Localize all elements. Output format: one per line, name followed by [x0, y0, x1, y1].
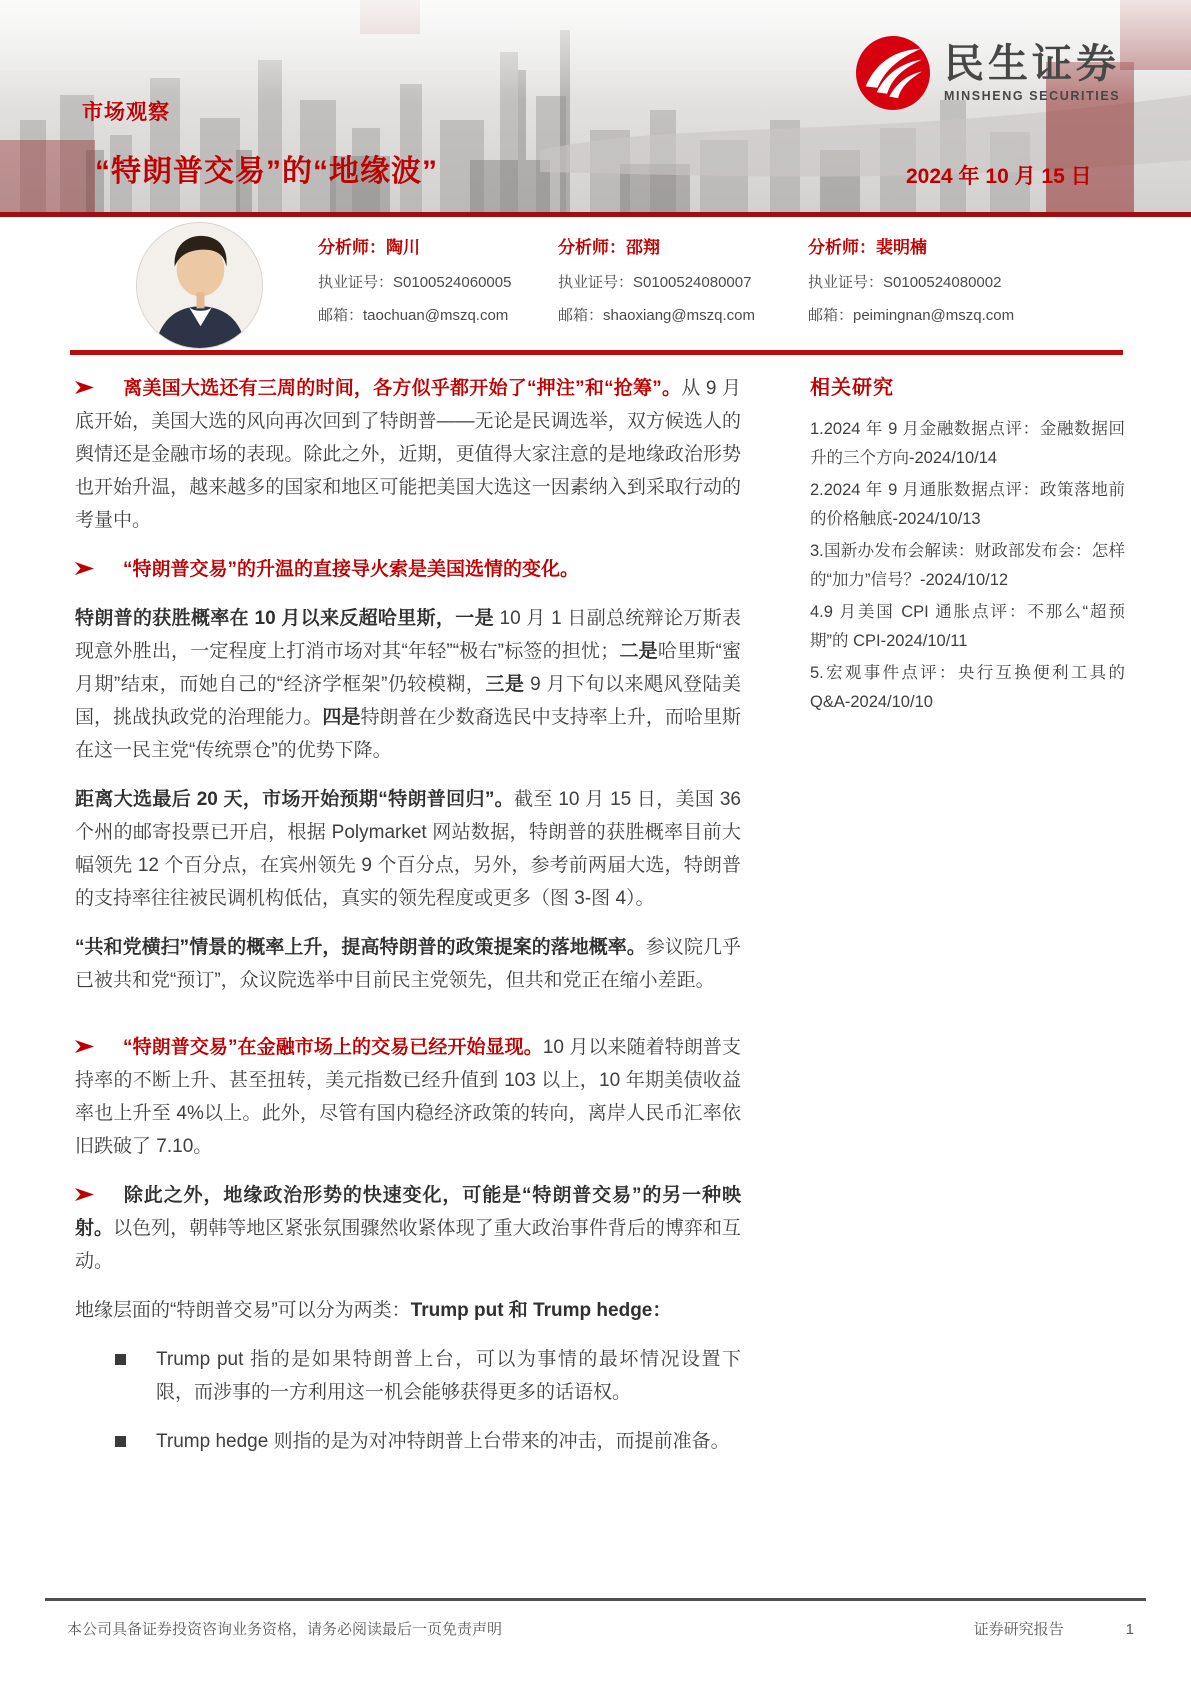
section-arrow-icon: [75, 1187, 94, 1202]
bullet-trump-put: Trump put 指的是如果特朗普上台，可以为事情的最坏情况设置下限，而涉事的一方利用这一机会能够获得更多的话语权。: [115, 1343, 741, 1409]
main-content: [0, 355, 1191, 1474]
section-1-paragraph: 离美国大选还有三周的时间，各方似乎都开始了“押注”和“抢筹”。从 9 月底开始，美国大选的风向再次回到了特朗普——无论是民调选举，双方候选人的舆情还是金融市场的表现。除此之外，近期，更值得大家注意的是地缘政治形势也开始升温，越来越多的国家和地区可能把美国大选这一因素纳入到采取行动的考量中。: [75, 378, 741, 531]
footer-report-type: 证券研究报告: [973, 1621, 1064, 1638]
paragraph-republican-sweep: “共和党横扫”情景的概率上升，提高特朗普的政策提案的落地概率。参议院几乎已被共和党“预订”，众议院选举中目前民主党领先，但共和党正在缩小差距。: [75, 937, 741, 991]
report-category: 市场观察: [82, 101, 170, 124]
logo-name-cn: 民生证券: [944, 42, 1120, 86]
paragraph-election-odds: 特朗普的获胜概率在 10 月以来反超哈里斯，一是 10 月 1 日副总统辩论万斯表现意外胜出，一定程度上打消市场对其“年轻”“极右”标签的担忧；二是哈里斯“蜜月期”结束，而她自己的“经济学框架”仍较模糊，三是 9 月下旬以来飓风登陆美国，挑战执政党的治理能力。四是特朗普在少数裔选民中支持率上升，而哈里斯在这一民主党“传统票仓”的优势下降。: [75, 608, 742, 761]
sidebar-related-research: [810, 372, 1125, 1474]
page-title: “特朗普交易”的“地缘波”: [95, 155, 438, 188]
paragraph-two-types: 地缘层面的“特朗普交易”可以分为两类：Trump put 和 Trump hedge：: [75, 1300, 672, 1321]
section-2-heading: “特朗普交易”的升温的直接导火索是美国选情的变化。: [75, 553, 741, 586]
analyst-card-2: [558, 233, 788, 337]
footer-disclaimer: 本公司具备证券投资咨询业务资格，请务必阅读最后一页免责声明: [67, 1621, 503, 1638]
reference-item: 2.2024 年 9 月通胀数据点评：政策落地前的价格触底-2024/10/13: [810, 481, 1125, 528]
square-bullet-icon: [115, 1436, 126, 1447]
paragraph-trump-return: 距离大选最后 20 天，市场开始预期“特朗普回归”。截至 10 月 15 日，美国 36 个州的邮寄投票已开启，根据 Polymarket 网站数据，特朗普的获胜概率目前大幅领先 12 个百分点，在宾州领先 9 个百分点，另外，参考前两届大选，特朗普的支持率往往被民调机构低估，真实的领先程度或更多（图 3-图 4）。: [75, 789, 741, 909]
logo-name-en: MINSHENG SECURITIES: [944, 89, 1121, 103]
reference-item: 3.国新办发布会解读：财政部发布会：怎样的“加力”信号？-2024/10/12: [810, 542, 1125, 589]
analyst-cert: 执业证号：S0100524080007: [558, 274, 752, 291]
section-arrow-icon: [75, 1039, 94, 1054]
analyst-card-3: [808, 233, 1038, 337]
footer-page-number: 1: [1125, 1621, 1134, 1638]
portrait-image: [137, 223, 263, 349]
report-date: 2024 年 10 月 15 日: [906, 165, 1092, 188]
analyst-email: 邮箱：taochuan@mszq.com: [318, 307, 509, 324]
section-arrow-icon: [75, 561, 94, 576]
brand-logo: [856, 36, 1120, 110]
analyst-name: 分析师：邵翔: [558, 238, 660, 257]
analyst-name: 分析师：裴明楠: [808, 238, 927, 257]
analyst-card-1: [318, 233, 548, 337]
minsheng-logo-icon: [856, 36, 930, 110]
banner: [0, 0, 1191, 212]
reference-item: 1.2024 年 9 月金融数据点评：金融数据回升的三个方向-2024/10/14: [810, 420, 1125, 467]
analyst-section: [0, 217, 1191, 350]
section-3-paragraph: “特朗普交易”在金融市场上的交易已经开始显现。10 月以来随着特朗普支持率的不断上升、甚至扭转，美元指数已经升值到 103 以上，10 年期美债收益率也上升至 4%以上。此外，尽管有国内稳经济政策的转向，离岸人民币汇率依旧跌破了 7.10。: [75, 1037, 741, 1157]
analyst-email: 邮箱：peimingnan@mszq.com: [808, 307, 1015, 324]
reference-item: 5.宏观事件点评：央行互换便利工具的 Q&A-2024/10/10: [810, 664, 1125, 711]
analyst-email: 邮箱：shaoxiang@mszq.com: [558, 307, 755, 324]
analyst-cert: 执业证号：S0100524080002: [808, 274, 1002, 291]
analyst-cert: 执业证号：S0100524060005: [318, 274, 512, 291]
section-arrow-icon: [75, 380, 94, 395]
bullet-trump-hedge: Trump hedge 则指的是为对冲特朗普上台带来的冲击，而提前准备。: [115, 1425, 741, 1458]
analyst-name: 分析师：陶川: [318, 238, 420, 257]
section-4-paragraph: 除此之外，地缘政治形势的快速变化，可能是“特朗普交易”的另一种映射。以色列，朝韩等地区紧张氛围骤然收紧体现了重大政治事件背后的博弈和互动。: [75, 1185, 741, 1272]
report-body: [75, 372, 741, 1474]
analyst-photo: [136, 222, 263, 349]
sidebar-title: 相关研究: [810, 377, 894, 399]
reference-item: 4.9 月美国 CPI 通胀点评：不那么“超预期”的 CPI-2024/10/11: [810, 603, 1125, 650]
square-bullet-icon: [115, 1354, 126, 1365]
page-footer: [45, 1598, 1146, 1639]
